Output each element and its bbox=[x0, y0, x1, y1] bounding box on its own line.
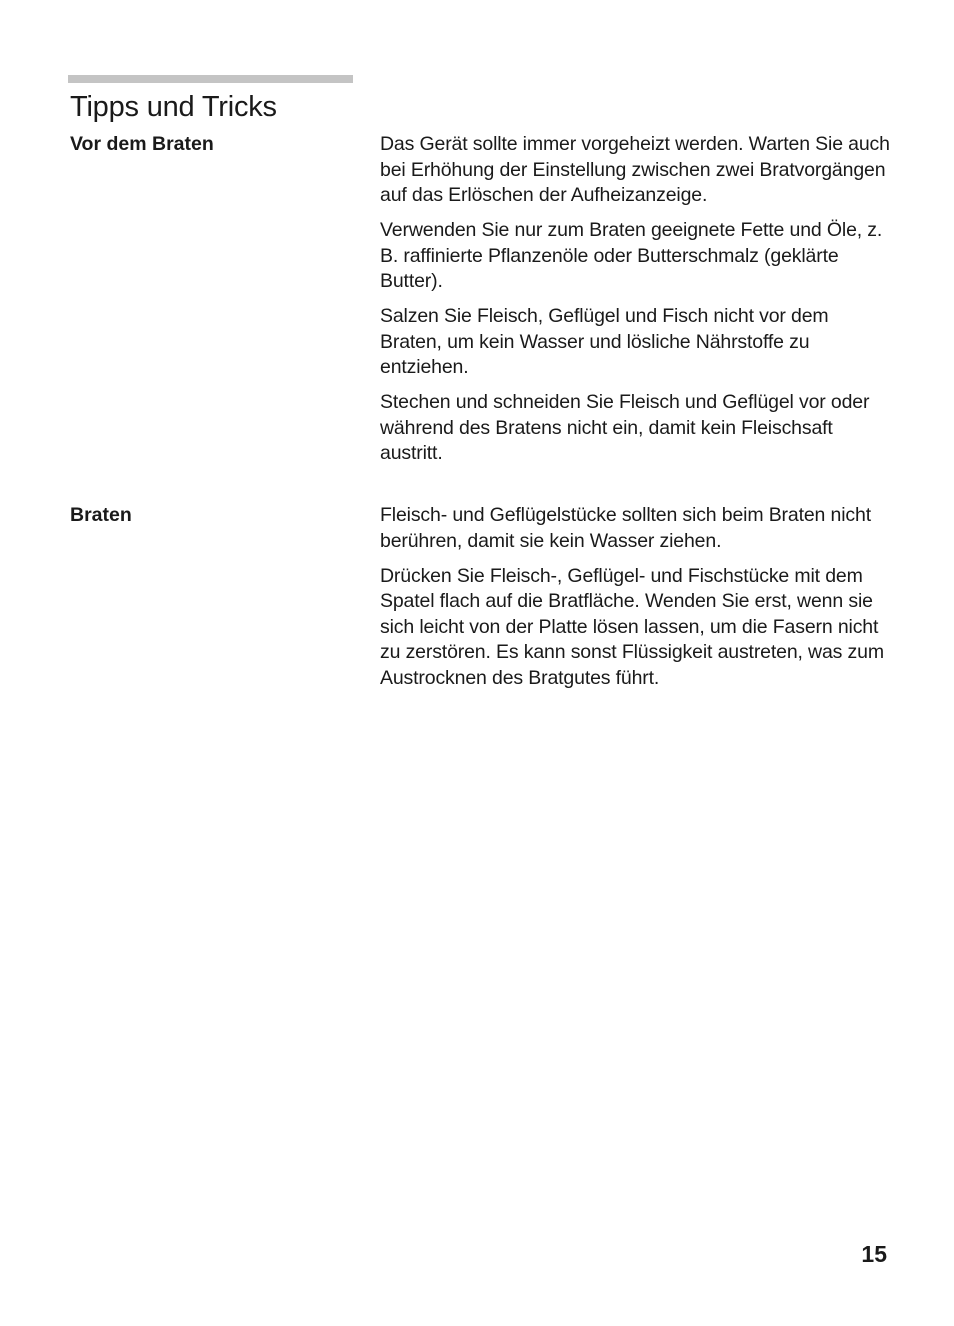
title-rule bbox=[68, 75, 353, 83]
section-body bbox=[380, 503, 890, 701]
paragraph: Fleisch- und Geflügelstücke sollten sich beim Braten nicht berühren, damit sie kein Wasser ziehen. bbox=[380, 504, 871, 552]
section-body bbox=[380, 132, 890, 476]
paragraph: Das Gerät sollte immer vorgeheizt werden. Warten Sie auch bei Erhöhung der Einstellung zwischen zwei Bratvorgängen auf das Erlöschen der Aufheizanzeige. bbox=[380, 133, 890, 206]
paragraph: Drücken Sie Fleisch-, Geflügel- und Fischstücke mit dem Spatel flach auf die Bratfläche. Wenden Sie erst, wenn sie sich leicht von der Platte lösen lassen, um die Fasern nicht zu zerstören. Es kann sonst Flüssigkeit austreten, was zum Austrocknen des Bratgutes führt. bbox=[380, 564, 884, 689]
section-label: Braten bbox=[70, 504, 132, 526]
paragraph: Verwenden Sie nur zum Braten geeignete Fette und Öle, z. B. raffinierte Pflanzenöle oder Butterschmalz (geklärte Butter). bbox=[380, 219, 883, 292]
section-label: Vor dem Braten bbox=[70, 133, 214, 155]
paragraph: Stechen und schneiden Sie Fleisch und Geflügel vor oder während des Bratens nicht ein, damit kein Fleischsaft austritt. bbox=[380, 391, 870, 464]
page-number: 15 bbox=[861, 1241, 887, 1267]
page-title: Tipps und Tricks bbox=[70, 91, 277, 123]
paragraph: Salzen Sie Fleisch, Geflügel und Fisch nicht vor dem Braten, um kein Wasser und lösliche Nährstoffe zu entziehen. bbox=[380, 305, 829, 378]
